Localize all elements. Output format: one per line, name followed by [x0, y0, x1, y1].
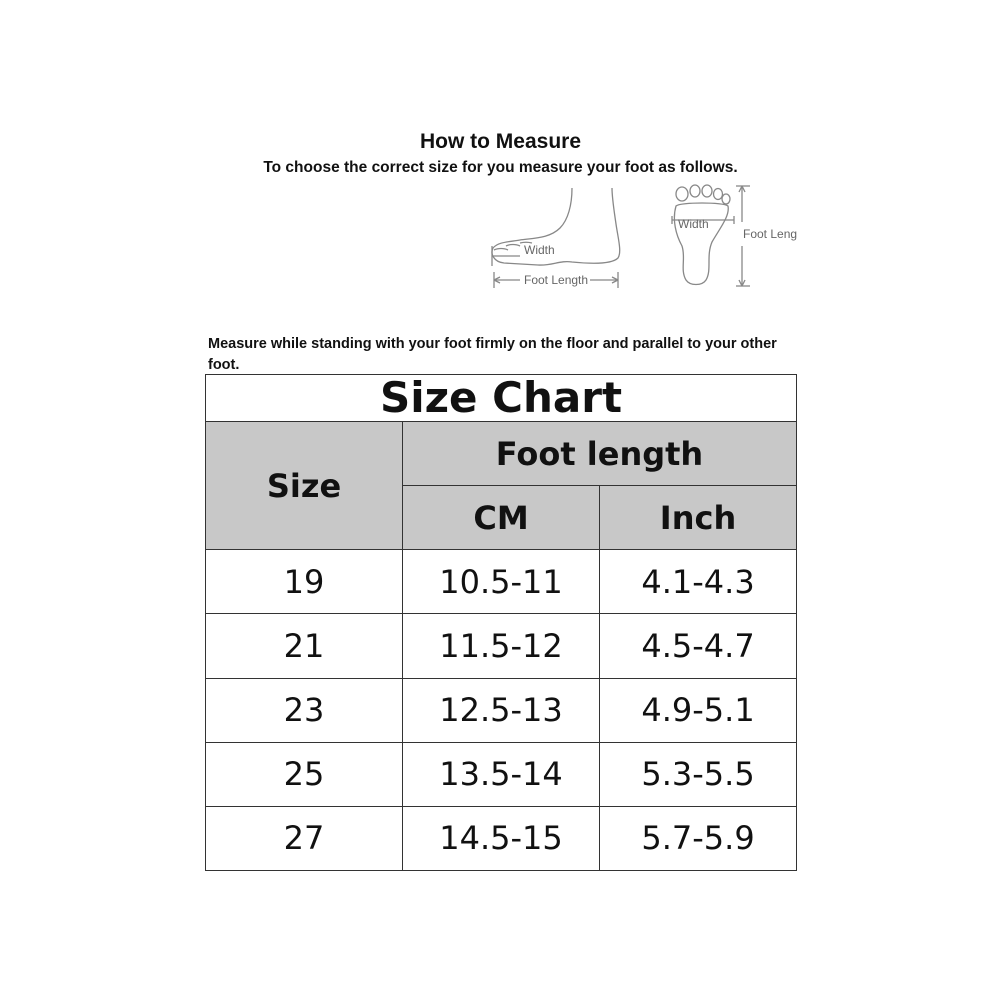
size-chart-title: Size Chart — [206, 375, 797, 422]
page-subtitle: To choose the correct size for you measure your foot as follows. — [263, 159, 738, 176]
foot-measure-diagram — [480, 180, 800, 295]
size-cell: 27 — [206, 806, 403, 870]
size-chart-table — [205, 374, 797, 871]
inch-cell: 4.1-4.3 — [600, 550, 797, 614]
table-row — [206, 806, 797, 870]
inch-cell: 5.7-5.9 — [600, 806, 797, 870]
table-row — [206, 742, 797, 806]
cm-cell: 11.5-12 — [403, 614, 600, 678]
side-width-label: Width — [524, 243, 555, 257]
size-cell: 23 — [206, 678, 403, 742]
sole-width-label: Width — [678, 217, 709, 231]
table-row — [206, 614, 797, 678]
size-cell: 21 — [206, 614, 403, 678]
side-length-label: Foot Length — [524, 273, 589, 287]
measure-instruction: Measure while standing with your foot firmly on the floor and parallel to your other foot. — [208, 336, 777, 373]
inch-cell: 5.3-5.5 — [600, 742, 797, 806]
size-cell: 19 — [206, 550, 403, 614]
page-title: How to Measure — [419, 130, 582, 153]
cm-cell: 14.5-15 — [403, 806, 600, 870]
inch-cell: 4.9-5.1 — [600, 678, 797, 742]
inch-cell: 4.5-4.7 — [600, 614, 797, 678]
cm-cell: 10.5-11 — [403, 550, 600, 614]
size-column-header: Size — [206, 422, 403, 550]
foot-sole-view-icon — [672, 185, 750, 286]
inch-column-header: Inch — [600, 486, 797, 550]
foot-length-header: Foot length — [403, 422, 797, 486]
cm-cell: 12.5-13 — [403, 678, 600, 742]
table-row — [206, 550, 797, 614]
size-cell: 25 — [206, 742, 403, 806]
cm-column-header: CM — [403, 486, 600, 550]
table-row — [206, 678, 797, 742]
cm-cell: 13.5-14 — [403, 742, 600, 806]
sole-length-label: Foot Leng — [743, 227, 798, 241]
